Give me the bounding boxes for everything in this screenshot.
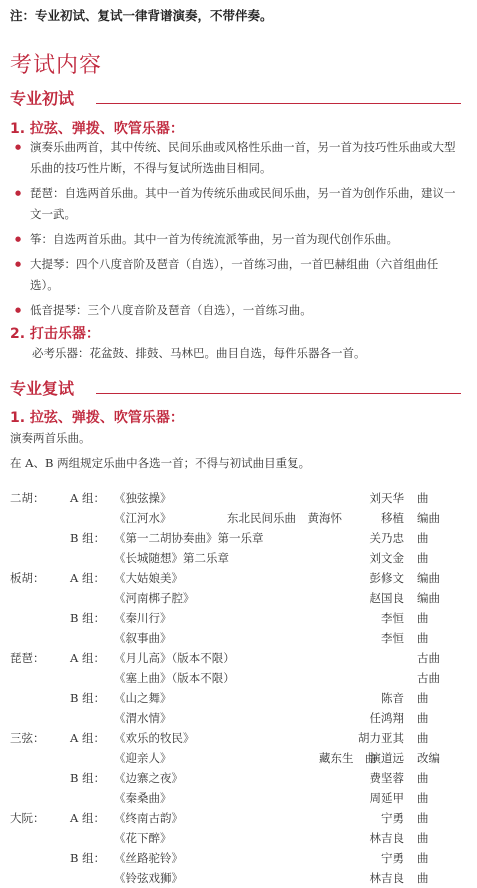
piece-title: 《花下醉》 xyxy=(114,831,172,845)
piece-title: 《大姑娘美》 xyxy=(114,571,183,585)
repertoire-row xyxy=(0,668,477,688)
composer-name: 刘天华 xyxy=(369,491,404,505)
repertoire-row xyxy=(0,748,477,768)
composer-name: 彭修文 xyxy=(369,571,404,585)
group-label: B 组： xyxy=(70,771,106,785)
piece-title: 《秦桑曲》 xyxy=(114,791,172,805)
repertoire-row xyxy=(0,648,477,668)
composer-role: 曲 xyxy=(417,831,429,845)
requirement-item: ● 筝：自选两首乐曲。其中一首为传统流派筝曲，另一首为现代创作乐曲。 xyxy=(10,229,465,250)
composer-role: 曲 xyxy=(417,631,429,645)
composer-name: 陈音 xyxy=(381,691,404,705)
composer-name: 林吉良 xyxy=(369,871,404,885)
repertoire-row xyxy=(0,828,477,848)
repertoire-row xyxy=(0,548,477,568)
repertoire-row xyxy=(0,588,477,608)
repertoire-row xyxy=(0,528,477,548)
initial-winds-heading: 1. 拉弦、弹拨、吹管乐器： xyxy=(10,121,184,137)
composer-name: 胡力亚其 xyxy=(358,731,404,745)
initial-exam-heading: 专业初试 xyxy=(10,89,75,108)
composer-name: 移植 xyxy=(381,511,404,525)
retest-winds-heading: 1. 拉弦、弹拨、吹管乐器： xyxy=(10,410,184,426)
composer-name: 李恒 xyxy=(381,611,404,625)
piece-title: 《山之舞》 xyxy=(114,691,172,705)
composer-role: 曲 xyxy=(417,551,429,565)
composer-name: 关乃忠 xyxy=(369,531,404,545)
repertoire-row xyxy=(0,608,477,628)
composer-name: 刘文金 xyxy=(369,551,404,565)
group-label: B 组： xyxy=(70,851,106,865)
piece-title: 《秦川行》 xyxy=(114,611,172,625)
composer-name: 费坚蓉 xyxy=(369,771,404,785)
composer-name: 林吉良 xyxy=(369,831,404,845)
group-label: B 组： xyxy=(70,611,106,625)
repertoire-row xyxy=(0,628,477,648)
instrument-label: 琵琶： xyxy=(10,651,45,665)
composer-role: 曲 xyxy=(417,531,429,545)
group-label: B 组： xyxy=(70,531,106,545)
composer-role: 古曲 xyxy=(417,651,440,665)
composer-name: 任鸿翔 xyxy=(369,711,404,725)
composer-role: 曲 xyxy=(417,711,429,725)
composer-role: 古曲 xyxy=(417,671,440,685)
arrangement-credit: 藏东生 曲 xyxy=(227,751,377,765)
instrument-label: 三弦： xyxy=(10,731,45,745)
repertoire-row xyxy=(0,688,477,708)
composer-role: 曲 xyxy=(417,771,429,785)
piece-title: 《塞上曲》（版本不限） xyxy=(114,671,235,685)
repertoire-row xyxy=(0,728,477,748)
composer-role: 曲 xyxy=(417,491,429,505)
group-label: A 组： xyxy=(70,811,105,825)
repertoire-row xyxy=(0,868,477,888)
repertoire-row xyxy=(0,568,477,588)
requirement-item: ● 琵琶：自选两首乐曲。其中一首为传统乐曲或民间乐曲，另一首为创作乐曲，建议一文一武。 xyxy=(10,183,465,225)
repertoire-table xyxy=(0,488,477,888)
retest-line-1: 演奏两首乐曲。 xyxy=(10,431,91,445)
group-label: A 组： xyxy=(70,651,105,665)
requirement-item: ● 演奏乐曲两首，其中传统、民间乐曲或风格性乐曲一首，另一首为技巧性乐曲或大型乐曲的技巧性片断，不得与复试所选曲目相同。 xyxy=(10,137,465,179)
composer-role: 曲 xyxy=(417,851,429,865)
piece-title: 《终南古韵》 xyxy=(114,811,183,825)
piece-title: 《边寨之夜》 xyxy=(114,771,183,785)
piece-title: 《迎亲人》 xyxy=(114,751,172,765)
group-label: A 组： xyxy=(70,571,105,585)
composer-name: 宁勇 xyxy=(381,851,404,865)
composer-role: 曲 xyxy=(417,871,429,885)
repertoire-row xyxy=(0,508,477,528)
piece-title: 《独弦操》 xyxy=(114,491,172,505)
composer-role: 曲 xyxy=(417,811,429,825)
composer-role: 曲 xyxy=(417,731,429,745)
composer-role: 编曲 xyxy=(417,571,440,585)
initial-percussion-heading: 2. 打击乐器： xyxy=(10,326,100,342)
composer-role: 编曲 xyxy=(417,511,440,525)
composer-role: 编曲 xyxy=(417,591,440,605)
initial-percussion-text: 必考乐器：花盆鼓、排鼓、马林巴。曲目自选，每件乐器各一首。 xyxy=(32,346,366,360)
retest-divider xyxy=(96,393,461,394)
piece-title: 《叙事曲》 xyxy=(114,631,172,645)
repertoire-row xyxy=(0,768,477,788)
requirement-item: ● 低音提琴：三个八度音阶及琶音（自选），一首练习曲。 xyxy=(10,300,465,321)
repertoire-row xyxy=(0,848,477,868)
piece-title: 《江河水》 xyxy=(114,511,172,525)
retest-line-2: 在 A、B 两组规定乐曲中各选一首；不得与初试曲目重复。 xyxy=(10,456,311,470)
piece-title: 《长城随想》第二乐章 xyxy=(114,551,229,565)
composer-name: 演道远 xyxy=(369,751,404,765)
group-label: B 组： xyxy=(70,691,106,705)
exam-note: 注：专业初试、复试一律背谱演奏，不带伴奏。 xyxy=(10,8,273,23)
composer-name: 宁勇 xyxy=(381,811,404,825)
arrangement-credit: 东北民间乐曲 黄海怀 xyxy=(227,511,342,525)
piece-title: 《渭水情》 xyxy=(114,711,172,725)
instrument-label: 板胡： xyxy=(10,571,45,585)
instrument-label: 二胡： xyxy=(10,491,45,505)
composer-name: 李恒 xyxy=(381,631,404,645)
composer-role: 曲 xyxy=(417,791,429,805)
repertoire-row xyxy=(0,488,477,508)
piece-title: 《铃弦戏狮》 xyxy=(114,871,183,885)
piece-title: 《欢乐的牧民》 xyxy=(114,731,195,745)
group-label: A 组： xyxy=(70,491,105,505)
initial-exam-divider xyxy=(96,103,461,104)
composer-role: 曲 xyxy=(417,611,429,625)
repertoire-row xyxy=(0,708,477,728)
section-title: 考试内容 xyxy=(10,53,103,78)
initial-requirements-list xyxy=(10,137,465,325)
piece-title: 《丝路驼铃》 xyxy=(114,851,183,865)
group-label: A 组： xyxy=(70,731,105,745)
composer-role: 曲 xyxy=(417,691,429,705)
piece-title: 《第一二胡协奏曲》第一乐章 xyxy=(114,531,264,545)
repertoire-row xyxy=(0,808,477,828)
repertoire-row xyxy=(0,788,477,808)
instrument-label: 大阮： xyxy=(10,811,45,825)
requirement-item: ● 大提琴：四个八度音阶及琶音（自选），一首练习曲，一首巴赫组曲（六首组曲任选）。 xyxy=(10,254,465,296)
composer-name: 赵国良 xyxy=(369,591,404,605)
piece-title: 《河南梆子腔》 xyxy=(114,591,195,605)
composer-role: 改编 xyxy=(417,751,440,765)
retest-heading: 专业复试 xyxy=(10,379,75,398)
piece-title: 《月儿高》（版本不限） xyxy=(114,651,235,665)
composer-name: 周延甲 xyxy=(369,791,404,805)
